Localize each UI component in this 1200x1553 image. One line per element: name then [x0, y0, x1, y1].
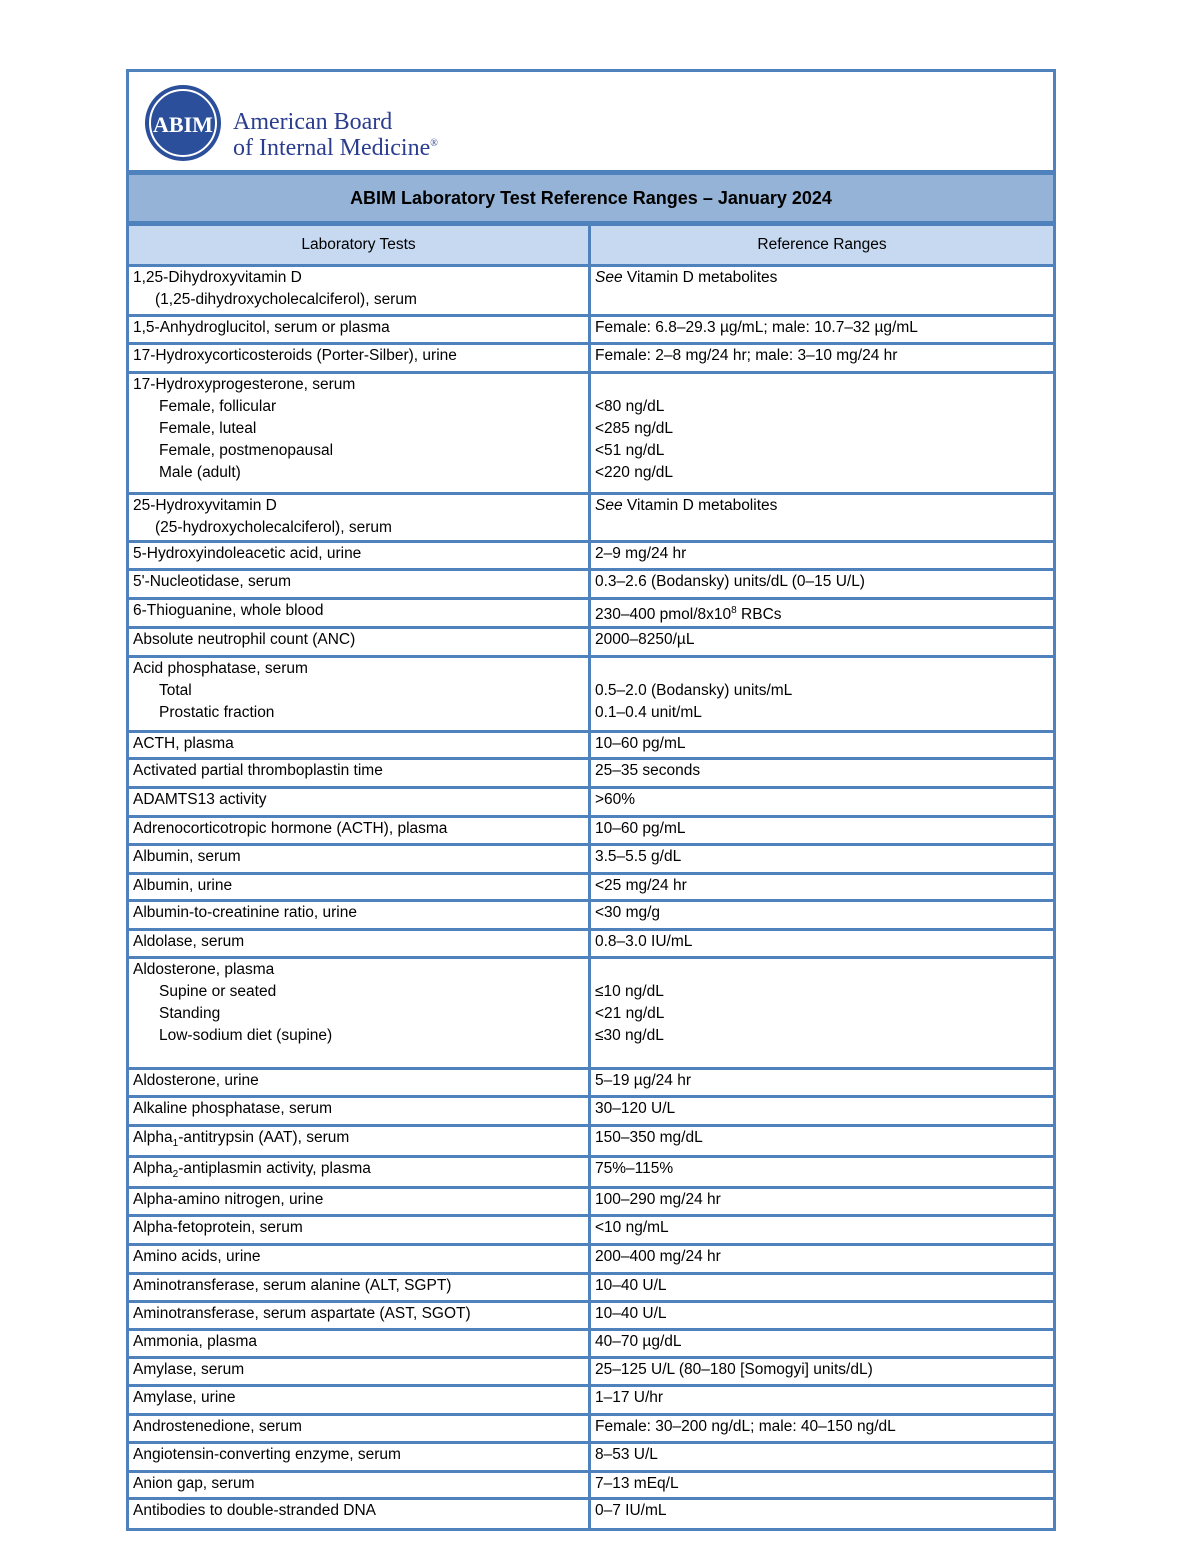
range-cell	[590, 599, 1055, 628]
range-value	[595, 495, 1049, 517]
table-row	[128, 874, 1055, 901]
range-value: 0.8–3.0 IU/mL	[595, 933, 693, 951]
range-cell	[590, 1216, 1055, 1245]
range-cell	[590, 1443, 1055, 1472]
table-row	[128, 657, 1055, 732]
table-header-row	[128, 225, 1055, 266]
sub-test-name: Total	[159, 682, 192, 700]
test-name-cell	[128, 1330, 590, 1358]
table-row	[128, 1472, 1055, 1499]
range-value: <30 mg/g	[595, 904, 661, 922]
test-name-cell	[128, 817, 590, 845]
org-name-line2-text: of Internal Medicine	[233, 135, 431, 161]
sub-test-name: Prostatic fraction	[159, 704, 275, 722]
table-row	[128, 1157, 1055, 1188]
range-value: 25–125 U/L (80–180 [Somogyi] units/dL)	[595, 1361, 873, 1379]
table-row	[128, 628, 1055, 657]
range-cell	[590, 901, 1055, 930]
test-name-continued: (25-hydroxycholecalciferol), serum	[155, 519, 392, 536]
test-name: Aldosterone, plasma	[133, 961, 275, 979]
range-value: 100–290 mg/24 hr	[595, 1191, 721, 1209]
range-cell	[590, 1472, 1055, 1499]
range-value: 25–35 seconds	[595, 762, 701, 780]
range-superscript: 8	[731, 605, 737, 616]
test-name: Angiotensin-converting enzyme, serum	[133, 1446, 401, 1464]
test-name: Albumin-to-creatinine ratio, urine	[133, 904, 357, 922]
range-cell	[590, 373, 1055, 494]
sub-range-value: 0.1–0.4 unit/mL	[595, 704, 702, 722]
test-name: Ammonia, plasma	[133, 1333, 258, 1351]
test-name-subscript: 1	[172, 1138, 179, 1150]
test-name-cell	[128, 1274, 590, 1302]
table-row	[128, 316, 1055, 344]
range-value: 30–120 U/L	[595, 1100, 676, 1118]
see-reference: See	[595, 497, 623, 514]
range-text: Vitamin D metabolites	[622, 269, 778, 286]
table-row	[128, 1216, 1055, 1245]
range-value: 75%–115%	[595, 1160, 674, 1178]
table-row	[128, 1443, 1055, 1472]
range-value: 10–40 U/L	[595, 1277, 667, 1295]
test-name-cell	[128, 759, 590, 788]
test-name-text: Alpha	[133, 1129, 173, 1147]
sub-test-name: Female, follicular	[159, 398, 277, 415]
test-name: Acid phosphatase, serum	[133, 660, 308, 678]
test-name: Antibodies to double-stranded DNA	[133, 1502, 376, 1520]
range-value: 1–17 U/hr	[595, 1389, 664, 1407]
column-header-ranges: Reference Ranges	[590, 225, 1055, 266]
test-name: Androstenedione, serum	[133, 1418, 302, 1436]
test-name: Aldolase, serum	[133, 933, 245, 951]
table-row	[128, 570, 1055, 599]
sub-range-value: ≤30 ng/dL	[595, 1027, 664, 1045]
table-row	[128, 930, 1055, 958]
test-name	[133, 1158, 584, 1186]
sub-range-value: <285 ng/dL	[595, 420, 674, 437]
test-name: Amino acids, urine	[133, 1248, 261, 1266]
column-header-tests: Laboratory Tests	[128, 225, 590, 266]
test-name-cell	[128, 958, 590, 1069]
table-row	[128, 1069, 1055, 1097]
range-cell	[590, 1386, 1055, 1415]
test-name-text: -antitrypsin (AAT), serum	[178, 1129, 350, 1147]
range-value: 0.3–2.6 (Bodansky) units/dL (0–15 U/L)	[595, 573, 865, 590]
sub-test-name: Supine or seated	[159, 983, 277, 1001]
range-value: >60%	[595, 791, 636, 809]
test-name: Aldosterone, urine	[133, 1072, 259, 1090]
test-name: 25-Hydroxyvitamin D	[133, 497, 277, 514]
range-cell	[590, 958, 1055, 1069]
test-name	[133, 1127, 584, 1155]
range-value: 10–40 U/L	[595, 1305, 667, 1323]
range-value: 5–19 µg/24 hr	[595, 1072, 691, 1090]
range-value	[595, 267, 1049, 289]
test-name-cell	[128, 930, 590, 958]
test-name-cell	[128, 1302, 590, 1330]
range-value: Female: 2–8 mg/24 hr; male: 3–10 mg/24 hr	[595, 347, 898, 364]
sub-range-value: 0.5–2.0 (Bodansky) units/mL	[595, 682, 793, 700]
range-cell	[590, 266, 1055, 316]
sub-range-value: <220 ng/dL	[595, 464, 674, 481]
sub-test-name: Low-sodium diet (supine)	[159, 1027, 333, 1045]
test-name: Albumin, serum	[133, 848, 241, 866]
test-name: Amylase, urine	[133, 1389, 236, 1407]
test-name-continued: (1,25-dihydroxycholecalciferol), serum	[155, 291, 417, 308]
test-name-cell	[128, 542, 590, 570]
test-name-cell	[128, 344, 590, 373]
test-name-cell	[128, 1188, 590, 1216]
see-reference: See	[595, 269, 623, 286]
range-value: Female: 6.8–29.3 µg/mL; male: 10.7–32 µg/mL	[595, 319, 918, 336]
table-row	[128, 344, 1055, 373]
reference-document	[126, 69, 1056, 1520]
range-cell	[590, 1097, 1055, 1126]
table-row	[128, 759, 1055, 788]
test-name: Aminotransferase, serum alanine (ALT, SGPT)	[133, 1277, 452, 1295]
range-value: 10–60 pg/mL	[595, 820, 686, 838]
table-row	[128, 1245, 1055, 1274]
test-name-cell	[128, 316, 590, 344]
range-cell	[590, 874, 1055, 901]
test-name: Anion gap, serum	[133, 1475, 255, 1493]
test-name: ADAMTS13 activity	[133, 791, 267, 809]
test-name-cell	[128, 788, 590, 817]
test-name-cell	[128, 1499, 590, 1530]
test-name: Aminotransferase, serum aspartate (AST, SGOT)	[133, 1305, 471, 1323]
test-name-cell	[128, 1358, 590, 1386]
test-name: Absolute neutrophil count (ANC)	[133, 631, 356, 649]
test-name: 6-Thioguanine, whole blood	[133, 602, 324, 619]
table-row	[128, 1499, 1055, 1530]
range-cell	[590, 570, 1055, 599]
test-name: ACTH, plasma	[133, 735, 234, 753]
sub-range-value: <51 ng/dL	[595, 442, 665, 459]
table-row	[128, 1302, 1055, 1330]
table-row	[128, 1188, 1055, 1216]
table-row	[128, 599, 1055, 628]
test-name-cell	[128, 1216, 590, 1245]
range-cell	[590, 1188, 1055, 1216]
test-name-cell	[128, 1245, 590, 1274]
range-text: 230–400 pmol/8x10	[595, 606, 732, 624]
table-row	[128, 1330, 1055, 1358]
range-value: 2–9 mg/24 hr	[595, 545, 687, 562]
range-cell	[590, 1415, 1055, 1443]
range-cell	[590, 628, 1055, 657]
test-name-cell	[128, 494, 590, 542]
reference-table	[126, 223, 1056, 1531]
logo-mark-text: ABIM	[153, 112, 213, 137]
registered-mark: ®	[430, 138, 438, 149]
range-spacer	[595, 959, 1049, 981]
range-value: 40–70 µg/dL	[595, 1333, 682, 1351]
test-name: 17-Hydroxycorticosteroids (Porter-Silber), urine	[133, 347, 457, 364]
test-name-subscript: 2	[172, 1169, 179, 1181]
range-value: 150–350 mg/dL	[595, 1129, 703, 1147]
table-row	[128, 1358, 1055, 1386]
sub-range-value: <80 ng/dL	[595, 398, 665, 415]
range-value: <10 ng/mL	[595, 1219, 669, 1237]
range-cell	[590, 1126, 1055, 1157]
sub-test-name: Standing	[159, 1005, 221, 1023]
test-name-cell	[128, 1472, 590, 1499]
range-value: 3.5–5.5 g/dL	[595, 848, 682, 866]
range-cell	[590, 494, 1055, 542]
table-row	[128, 958, 1055, 1069]
sub-test-name: Male (adult)	[159, 464, 241, 481]
test-name: Alkaline phosphatase, serum	[133, 1100, 333, 1118]
abim-logo-icon	[144, 84, 222, 162]
test-name-cell	[128, 628, 590, 657]
table-row	[128, 845, 1055, 874]
range-text: RBCs	[736, 606, 782, 624]
test-name-cell	[128, 266, 590, 316]
test-name: 5'-Nucleotidase, serum	[133, 573, 292, 590]
document-title: ABIM Laboratory Test Reference Ranges – January 2024	[126, 172, 1056, 224]
logo-header	[126, 69, 1056, 173]
range-cell	[590, 1302, 1055, 1330]
range-cell	[590, 1330, 1055, 1358]
test-name: Adrenocorticotropic hormone (ACTH), plasma	[133, 820, 448, 838]
test-name-cell	[128, 1386, 590, 1415]
range-cell	[590, 344, 1055, 373]
table-row	[128, 373, 1055, 494]
range-cell	[590, 1245, 1055, 1274]
test-name: Alpha-fetoprotein, serum	[133, 1219, 303, 1237]
range-cell	[590, 657, 1055, 732]
table-row	[128, 901, 1055, 930]
range-cell	[590, 542, 1055, 570]
range-spacer	[595, 374, 1049, 396]
range-cell	[590, 1274, 1055, 1302]
range-cell	[590, 316, 1055, 344]
range-value	[595, 600, 1049, 626]
test-name-text: Alpha	[133, 1160, 173, 1178]
test-name-cell	[128, 732, 590, 759]
table-row	[128, 494, 1055, 542]
range-cell	[590, 930, 1055, 958]
test-name-cell	[128, 845, 590, 874]
test-name-cell	[128, 599, 590, 628]
test-name-cell	[128, 1069, 590, 1097]
test-name-text: -antiplasmin activity, plasma	[178, 1160, 371, 1178]
table-row	[128, 817, 1055, 845]
sub-test-name: Female, luteal	[159, 420, 257, 437]
range-cell	[590, 788, 1055, 817]
test-name-cell	[128, 874, 590, 901]
range-value: <25 mg/24 hr	[595, 877, 687, 895]
table-row	[128, 542, 1055, 570]
range-cell	[590, 845, 1055, 874]
table-row	[128, 1097, 1055, 1126]
test-name: Albumin, urine	[133, 877, 233, 895]
org-name-line2	[233, 136, 438, 160]
range-value: 10–60 pg/mL	[595, 735, 686, 753]
range-value: 2000–8250/µL	[595, 631, 695, 649]
test-name-cell	[128, 1097, 590, 1126]
table-row	[128, 266, 1055, 316]
table-row	[128, 732, 1055, 759]
org-name-line1: American Board	[233, 109, 393, 135]
sub-test-name: Female, postmenopausal	[159, 442, 334, 459]
range-value: 200–400 mg/24 hr	[595, 1248, 721, 1266]
table-row	[128, 1274, 1055, 1302]
test-name: Alpha-amino nitrogen, urine	[133, 1191, 324, 1209]
range-cell	[590, 1358, 1055, 1386]
test-name: Activated partial thromboplastin time	[133, 762, 383, 780]
range-cell	[590, 1069, 1055, 1097]
test-name-cell	[128, 657, 590, 732]
test-name-cell	[128, 1443, 590, 1472]
test-name-cell	[128, 570, 590, 599]
range-text: Vitamin D metabolites	[622, 497, 778, 514]
test-name-cell	[128, 1415, 590, 1443]
test-name-cell	[128, 901, 590, 930]
table-row	[128, 788, 1055, 817]
range-value: Female: 30–200 ng/dL; male: 40–150 ng/dL	[595, 1418, 896, 1436]
sub-range-value: ≤10 ng/dL	[595, 983, 664, 1001]
range-cell	[590, 759, 1055, 788]
sub-range-value: <21 ng/dL	[595, 1005, 665, 1023]
test-name: 1,25-Dihydroxyvitamin D	[133, 269, 302, 286]
range-value: 7–13 mEq/L	[595, 1475, 679, 1493]
range-cell	[590, 732, 1055, 759]
test-name-cell	[128, 373, 590, 494]
test-name-cell	[128, 1157, 590, 1188]
test-name: 17-Hydroxyprogesterone, serum	[133, 376, 356, 393]
test-name: Amylase, serum	[133, 1361, 245, 1379]
test-name: 5-Hydroxyindoleacetic acid, urine	[133, 545, 362, 562]
range-value: 8–53 U/L	[595, 1446, 658, 1464]
table-row	[128, 1415, 1055, 1443]
table-row	[128, 1386, 1055, 1415]
range-spacer	[595, 658, 1049, 680]
range-value: 0–7 IU/mL	[595, 1502, 667, 1520]
table-row	[128, 1126, 1055, 1157]
test-name-cell	[128, 1126, 590, 1157]
range-cell	[590, 1157, 1055, 1188]
range-cell	[590, 1499, 1055, 1530]
range-cell	[590, 817, 1055, 845]
test-name: 1,5-Anhydroglucitol, serum or plasma	[133, 319, 390, 336]
